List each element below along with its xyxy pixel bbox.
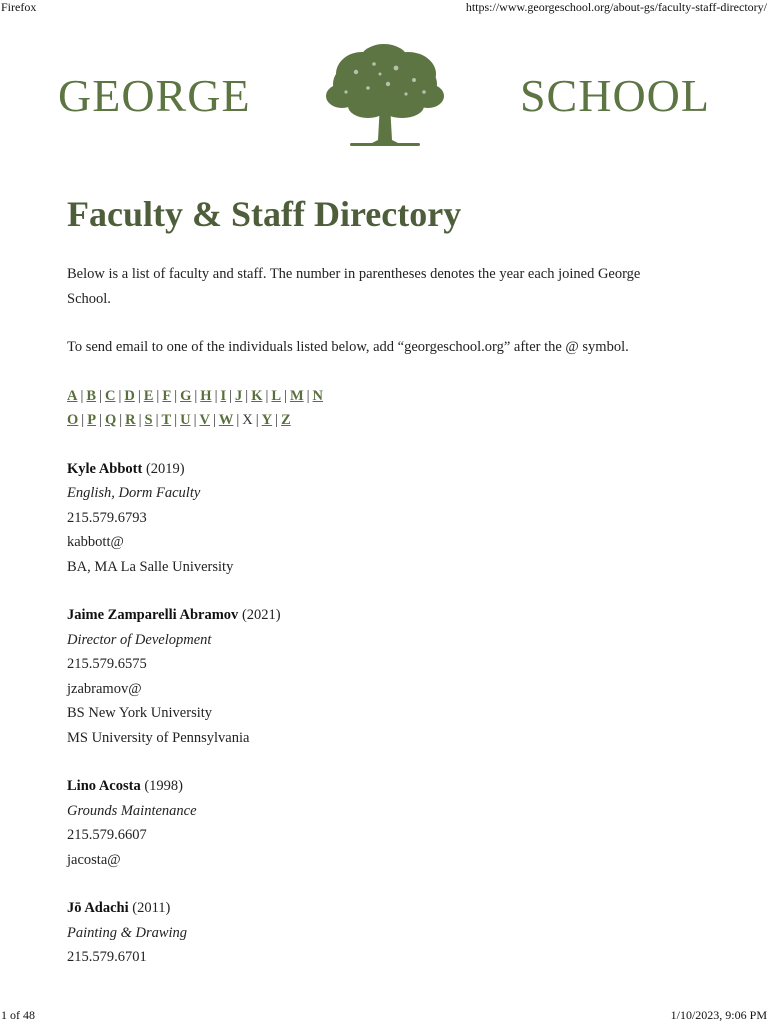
- letter-link-k[interactable]: K: [251, 387, 263, 404]
- person-phone: 215.579.6575: [67, 656, 147, 672]
- alphabet-separator: |: [275, 412, 279, 428]
- page-count: 1 of 48: [1, 1008, 35, 1022]
- alphabet-separator: |: [214, 387, 218, 404]
- alphabet-separator: |: [81, 412, 85, 428]
- person-email: kabbott@: [67, 534, 124, 550]
- letter-link-h[interactable]: H: [200, 387, 212, 404]
- alphabet-separator: |: [265, 387, 269, 404]
- directory-entry: [67, 774, 687, 872]
- year-joined: (1998): [140, 778, 184, 794]
- alphabet-separator: |: [99, 387, 102, 404]
- letter-link-z[interactable]: Z: [281, 412, 291, 428]
- main-content: [67, 190, 687, 970]
- logo-word-george: GEORGE: [58, 70, 251, 121]
- alphabet-separator: |: [138, 412, 142, 428]
- year-joined: (2019): [142, 460, 185, 477]
- person-phone: 215.579.6701: [67, 949, 147, 965]
- letter-link-q[interactable]: Q: [104, 412, 117, 428]
- print-date: 1/10/2023, 9:06 PM: [670, 1008, 767, 1022]
- page-title: Faculty & Staff Directory: [67, 194, 462, 234]
- person-name: Jaime Zamparelli Abramov: [67, 607, 239, 623]
- alphabet-separator: |: [284, 387, 287, 404]
- letter-link-w[interactable]: W: [218, 412, 234, 428]
- year-joined: (2011): [128, 900, 171, 916]
- person-phone: 215.579.6793: [67, 509, 147, 526]
- email-note: To send email to one of the individuals listed below, add “georgeschool.org” after the @ symbol.: [67, 339, 629, 355]
- person-email: jacosta@: [67, 851, 121, 868]
- alphabet-row-1: [67, 384, 687, 409]
- letter-link-f[interactable]: F: [162, 387, 172, 404]
- alphabet-separator: |: [236, 412, 240, 428]
- alphabet-separator: |: [80, 387, 84, 404]
- alphabet-separator: |: [118, 387, 122, 404]
- letter-link-u[interactable]: U: [180, 412, 191, 428]
- person-role: English, Dorm Faculty: [67, 485, 201, 501]
- letter-link-i[interactable]: I: [220, 387, 227, 404]
- intro-text: Below is a list of faculty and staff. The number in parentheses denotes the year each joined George School.: [67, 266, 641, 307]
- letter-link-r[interactable]: R: [125, 412, 136, 428]
- entry-heading: [67, 457, 687, 482]
- alphabet-separator: |: [194, 387, 198, 404]
- entry-heading: [67, 896, 687, 921]
- alphabet-row-2: [67, 408, 687, 433]
- alphabet-separator: |: [174, 387, 178, 404]
- letter-link-p[interactable]: P: [87, 412, 97, 428]
- letter-link-j[interactable]: J: [235, 387, 243, 404]
- person-name: Jō Adachi: [67, 900, 129, 916]
- person-email: jzabramov@: [67, 680, 142, 697]
- directory-entry: [67, 457, 687, 580]
- directory-entry: [67, 603, 687, 750]
- alphabet-separator: |: [174, 412, 178, 428]
- print-header: [0, 0, 768, 16]
- person-phone: 215.579.6607: [67, 827, 147, 843]
- letter-link-n[interactable]: N: [312, 387, 324, 404]
- alphabet-separator: |: [137, 387, 141, 404]
- directory-entry: [67, 896, 687, 970]
- alphabet-separator: |: [255, 412, 259, 428]
- print-footer: [0, 1008, 768, 1024]
- letter-link-x: X: [242, 412, 253, 428]
- letter-link-e[interactable]: E: [143, 387, 154, 404]
- year-joined: (2021): [238, 607, 281, 623]
- person-name: Lino Acosta: [67, 778, 141, 794]
- person-name: Kyle Abbott: [67, 460, 143, 477]
- person-role: Painting & Drawing: [67, 924, 188, 941]
- letter-link-b[interactable]: B: [86, 387, 97, 404]
- letter-link-g[interactable]: G: [180, 387, 192, 404]
- letter-link-v[interactable]: V: [199, 412, 210, 428]
- tree-icon: [322, 44, 448, 148]
- person-role: Director of Development: [67, 631, 212, 648]
- browser-name: Firefox: [1, 0, 37, 14]
- letter-link-s[interactable]: S: [144, 412, 153, 428]
- person-degree: BS New York University: [67, 705, 213, 721]
- alphabet-separator: |: [119, 412, 123, 428]
- alphabet-separator: |: [306, 387, 310, 404]
- person-degree: BA, MA La Salle University: [67, 558, 234, 575]
- letter-link-a[interactable]: A: [67, 387, 78, 404]
- person-role: Grounds Maintenance: [67, 802, 197, 819]
- letter-link-t[interactable]: T: [161, 412, 172, 428]
- letter-link-m[interactable]: M: [289, 387, 304, 404]
- entry-heading: [67, 774, 687, 799]
- alphabet-separator: |: [193, 412, 197, 428]
- alphabet-separator: |: [245, 387, 249, 404]
- entry-heading: [67, 603, 687, 628]
- letter-link-l[interactable]: L: [271, 387, 282, 404]
- george-school-logo[interactable]: [58, 44, 710, 148]
- person-degree: MS University of Pennsylvania: [67, 729, 250, 746]
- letter-link-y[interactable]: Y: [261, 412, 273, 428]
- alphabet-separator: |: [229, 387, 233, 404]
- page-url: https://www.georgeschool.org/about-gs/faculty-staff-directory/: [465, 0, 767, 14]
- alphabet-separator: |: [99, 412, 102, 428]
- directory-list: [67, 457, 687, 970]
- letter-link-c[interactable]: C: [104, 387, 116, 404]
- alphabet-index: [67, 384, 687, 433]
- alphabet-separator: |: [156, 387, 160, 404]
- alphabet-separator: |: [212, 412, 216, 428]
- logo-word-school: SCHOOL: [519, 70, 710, 121]
- letter-link-d[interactable]: D: [124, 387, 135, 404]
- alphabet-separator: |: [155, 412, 159, 428]
- letter-link-o[interactable]: O: [67, 412, 79, 428]
